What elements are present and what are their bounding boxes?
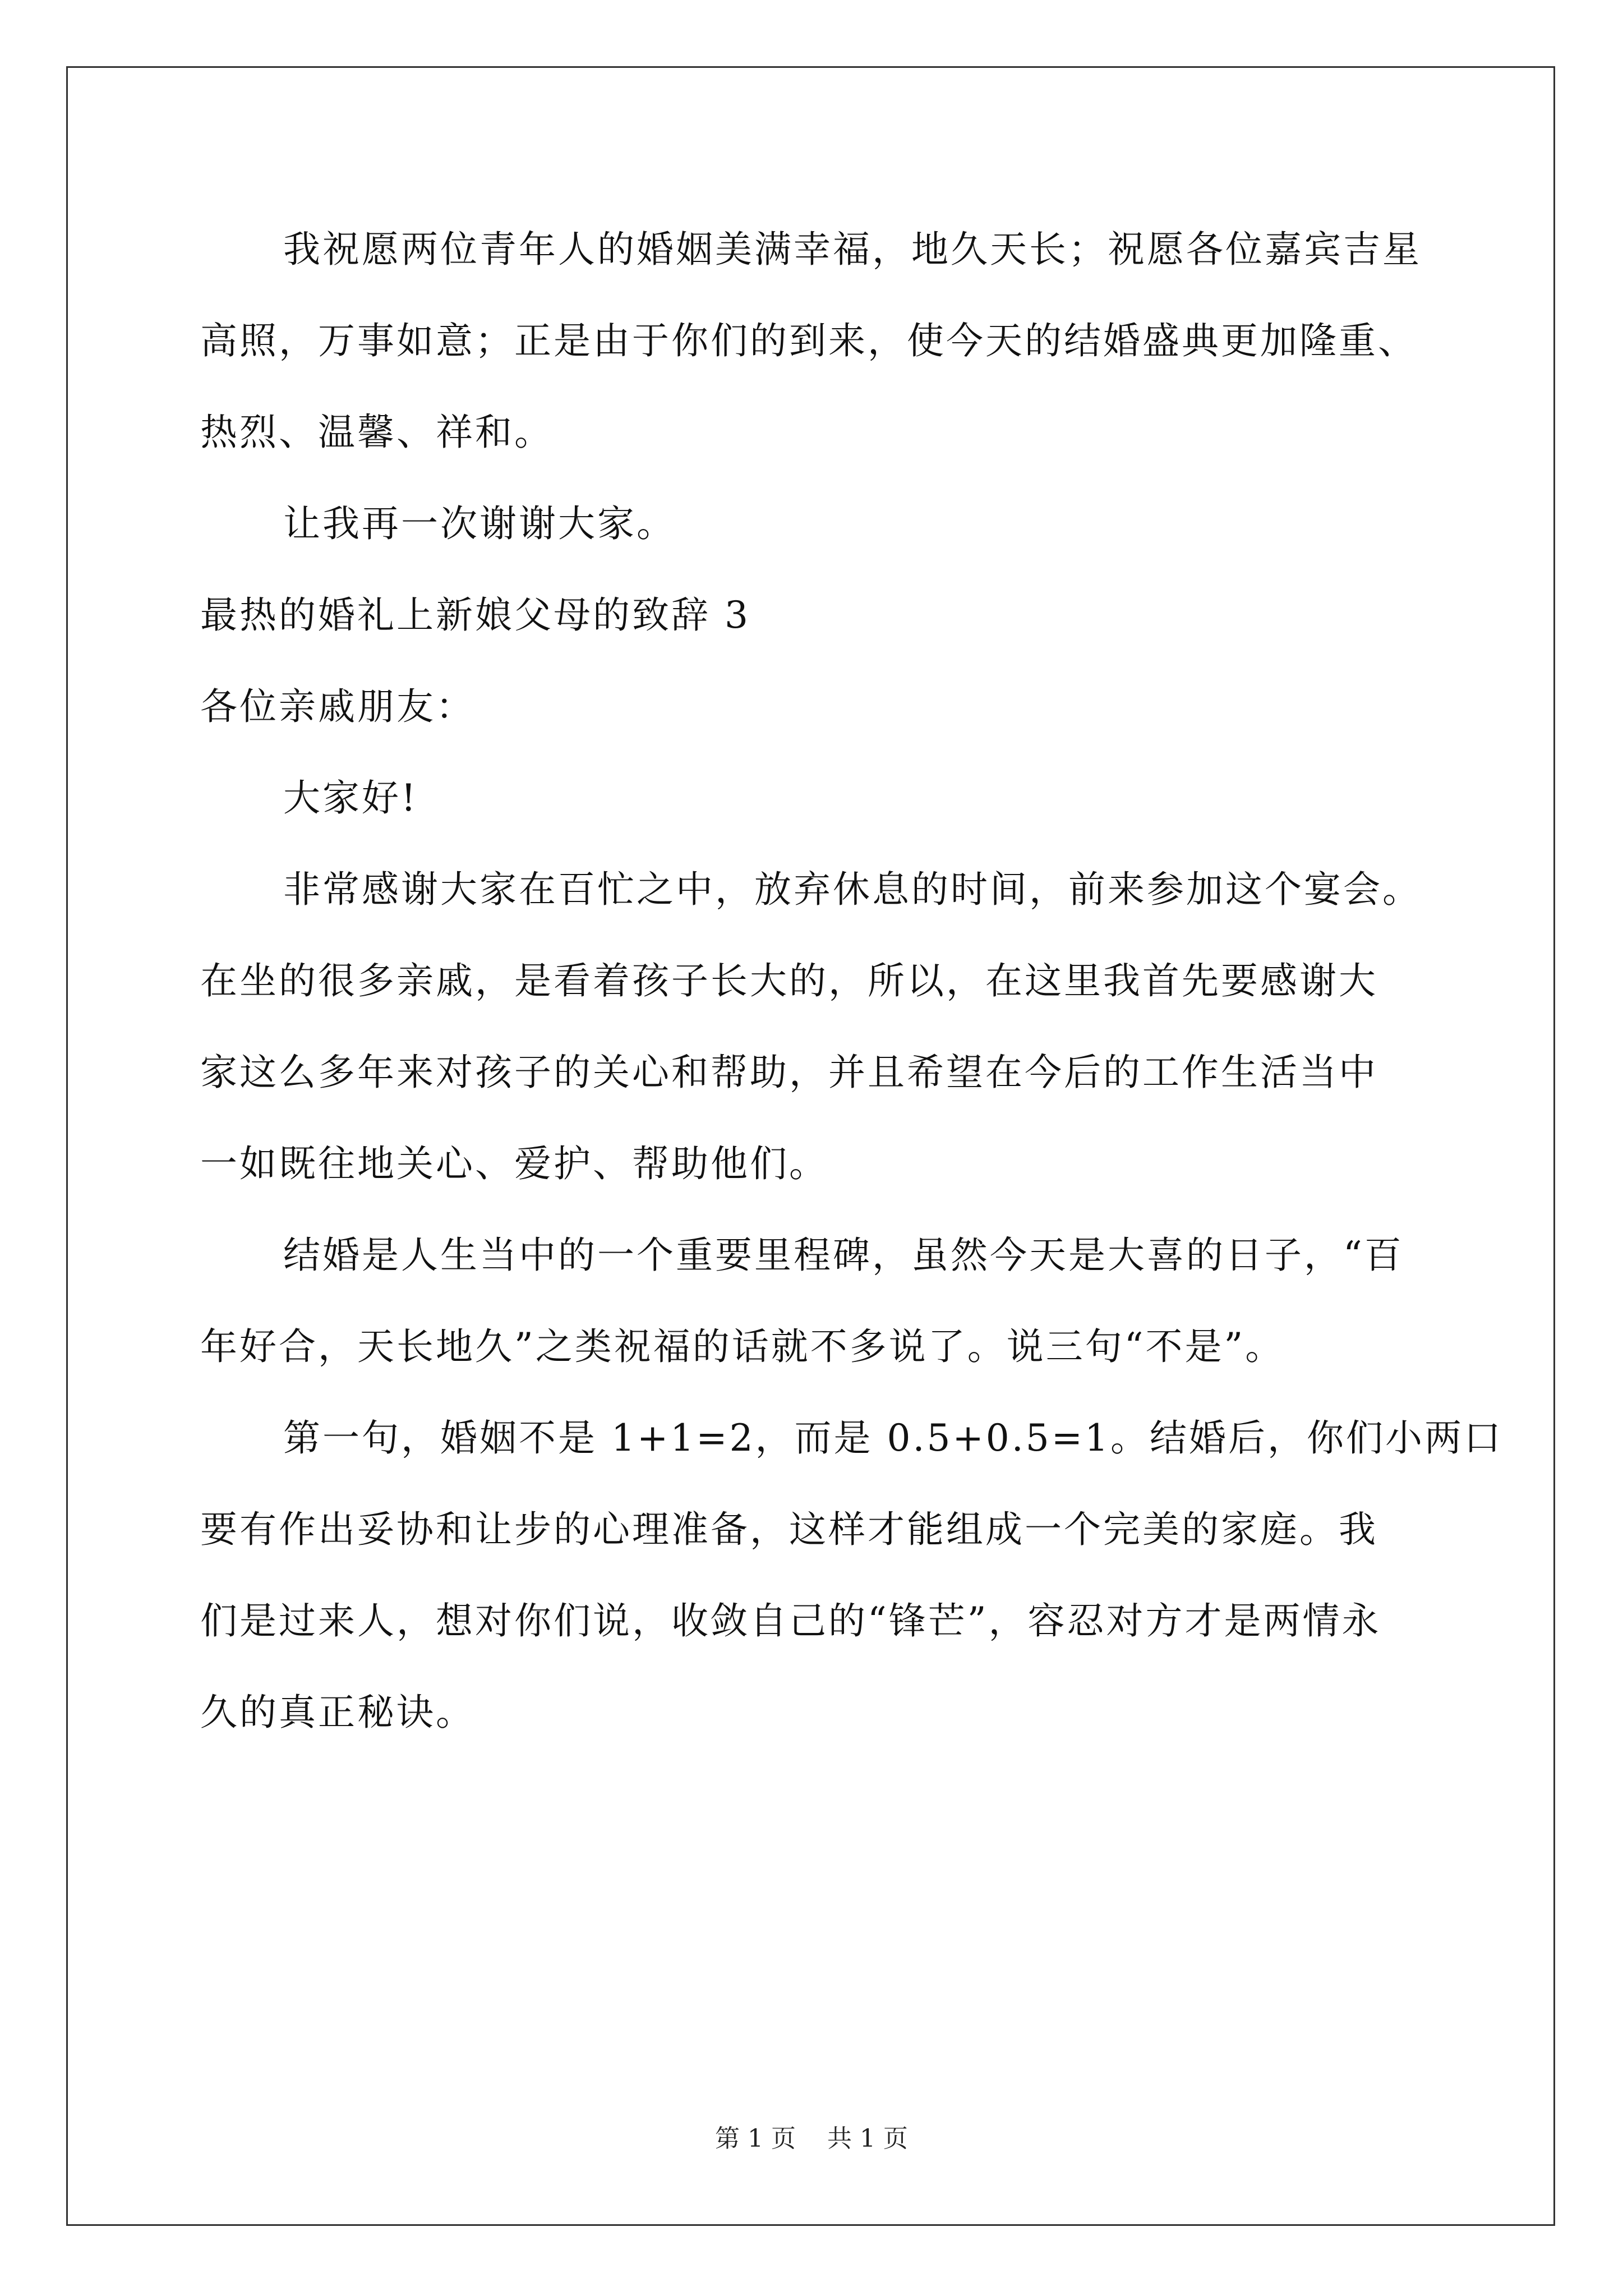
paragraph-line: 让我再一次谢谢大家。 <box>283 502 676 545</box>
paragraph-line: 久的真正秘诀。 <box>200 1691 475 1734</box>
salutation: 各位亲戚朋友： <box>200 685 475 728</box>
paragraph-line: 我祝愿两位青年人的婚姻美满幸福，地久天长；祝愿各位嘉宾吉星 <box>283 228 1422 271</box>
paragraph-line: 热烈、温馨、祥和。 <box>200 411 554 454</box>
paragraph-line: 高照，万事如意；正是由于你们的到来，使今天的结婚盛典更加隆重、 <box>200 319 1417 362</box>
paragraph-line: 家这么多年来对孩子的关心和帮助，并且希望在今后的工作生活当中 <box>200 1051 1378 1094</box>
paragraph-line: 们是过来人，想对你们说，收敛自己的“锋芒”，容忍对方才是两情永 <box>200 1599 1381 1642</box>
paragraph-line: 非常感谢大家在百忙之中，放弃休息的时间，前来参加这个宴会。 <box>283 868 1422 911</box>
paragraph-line: 一如既往地关心、爱护、帮助他们。 <box>200 1142 828 1185</box>
paragraph-line: 年好合，天长地久”之类祝福的话就不多说了。说三句“不是”。 <box>200 1325 1285 1368</box>
paragraph-line: 结婚是人生当中的一个重要里程碑，虽然今天是大喜的日子，“百 <box>283 1234 1404 1277</box>
section-heading: 最热的婚礼上新娘父母的致辞 3 <box>200 593 750 637</box>
paragraph-line: 要有作出妥协和让步的心理准备，这样才能组成一个完美的家庭。我 <box>200 1508 1378 1551</box>
paragraph-line: 第一句，婚姻不是 1+1=2，而是 0.5+0.5=1。结婚后，你们小两口 <box>283 1416 1504 1460</box>
paragraph-line: 在坐的很多亲戚，是看着孩子长大的，所以，在这里我首先要感谢大 <box>200 959 1378 1002</box>
page-number-footer: 第 1 页 共 1 页 <box>715 2124 908 2153</box>
greeting: 大家好! <box>283 776 418 820</box>
